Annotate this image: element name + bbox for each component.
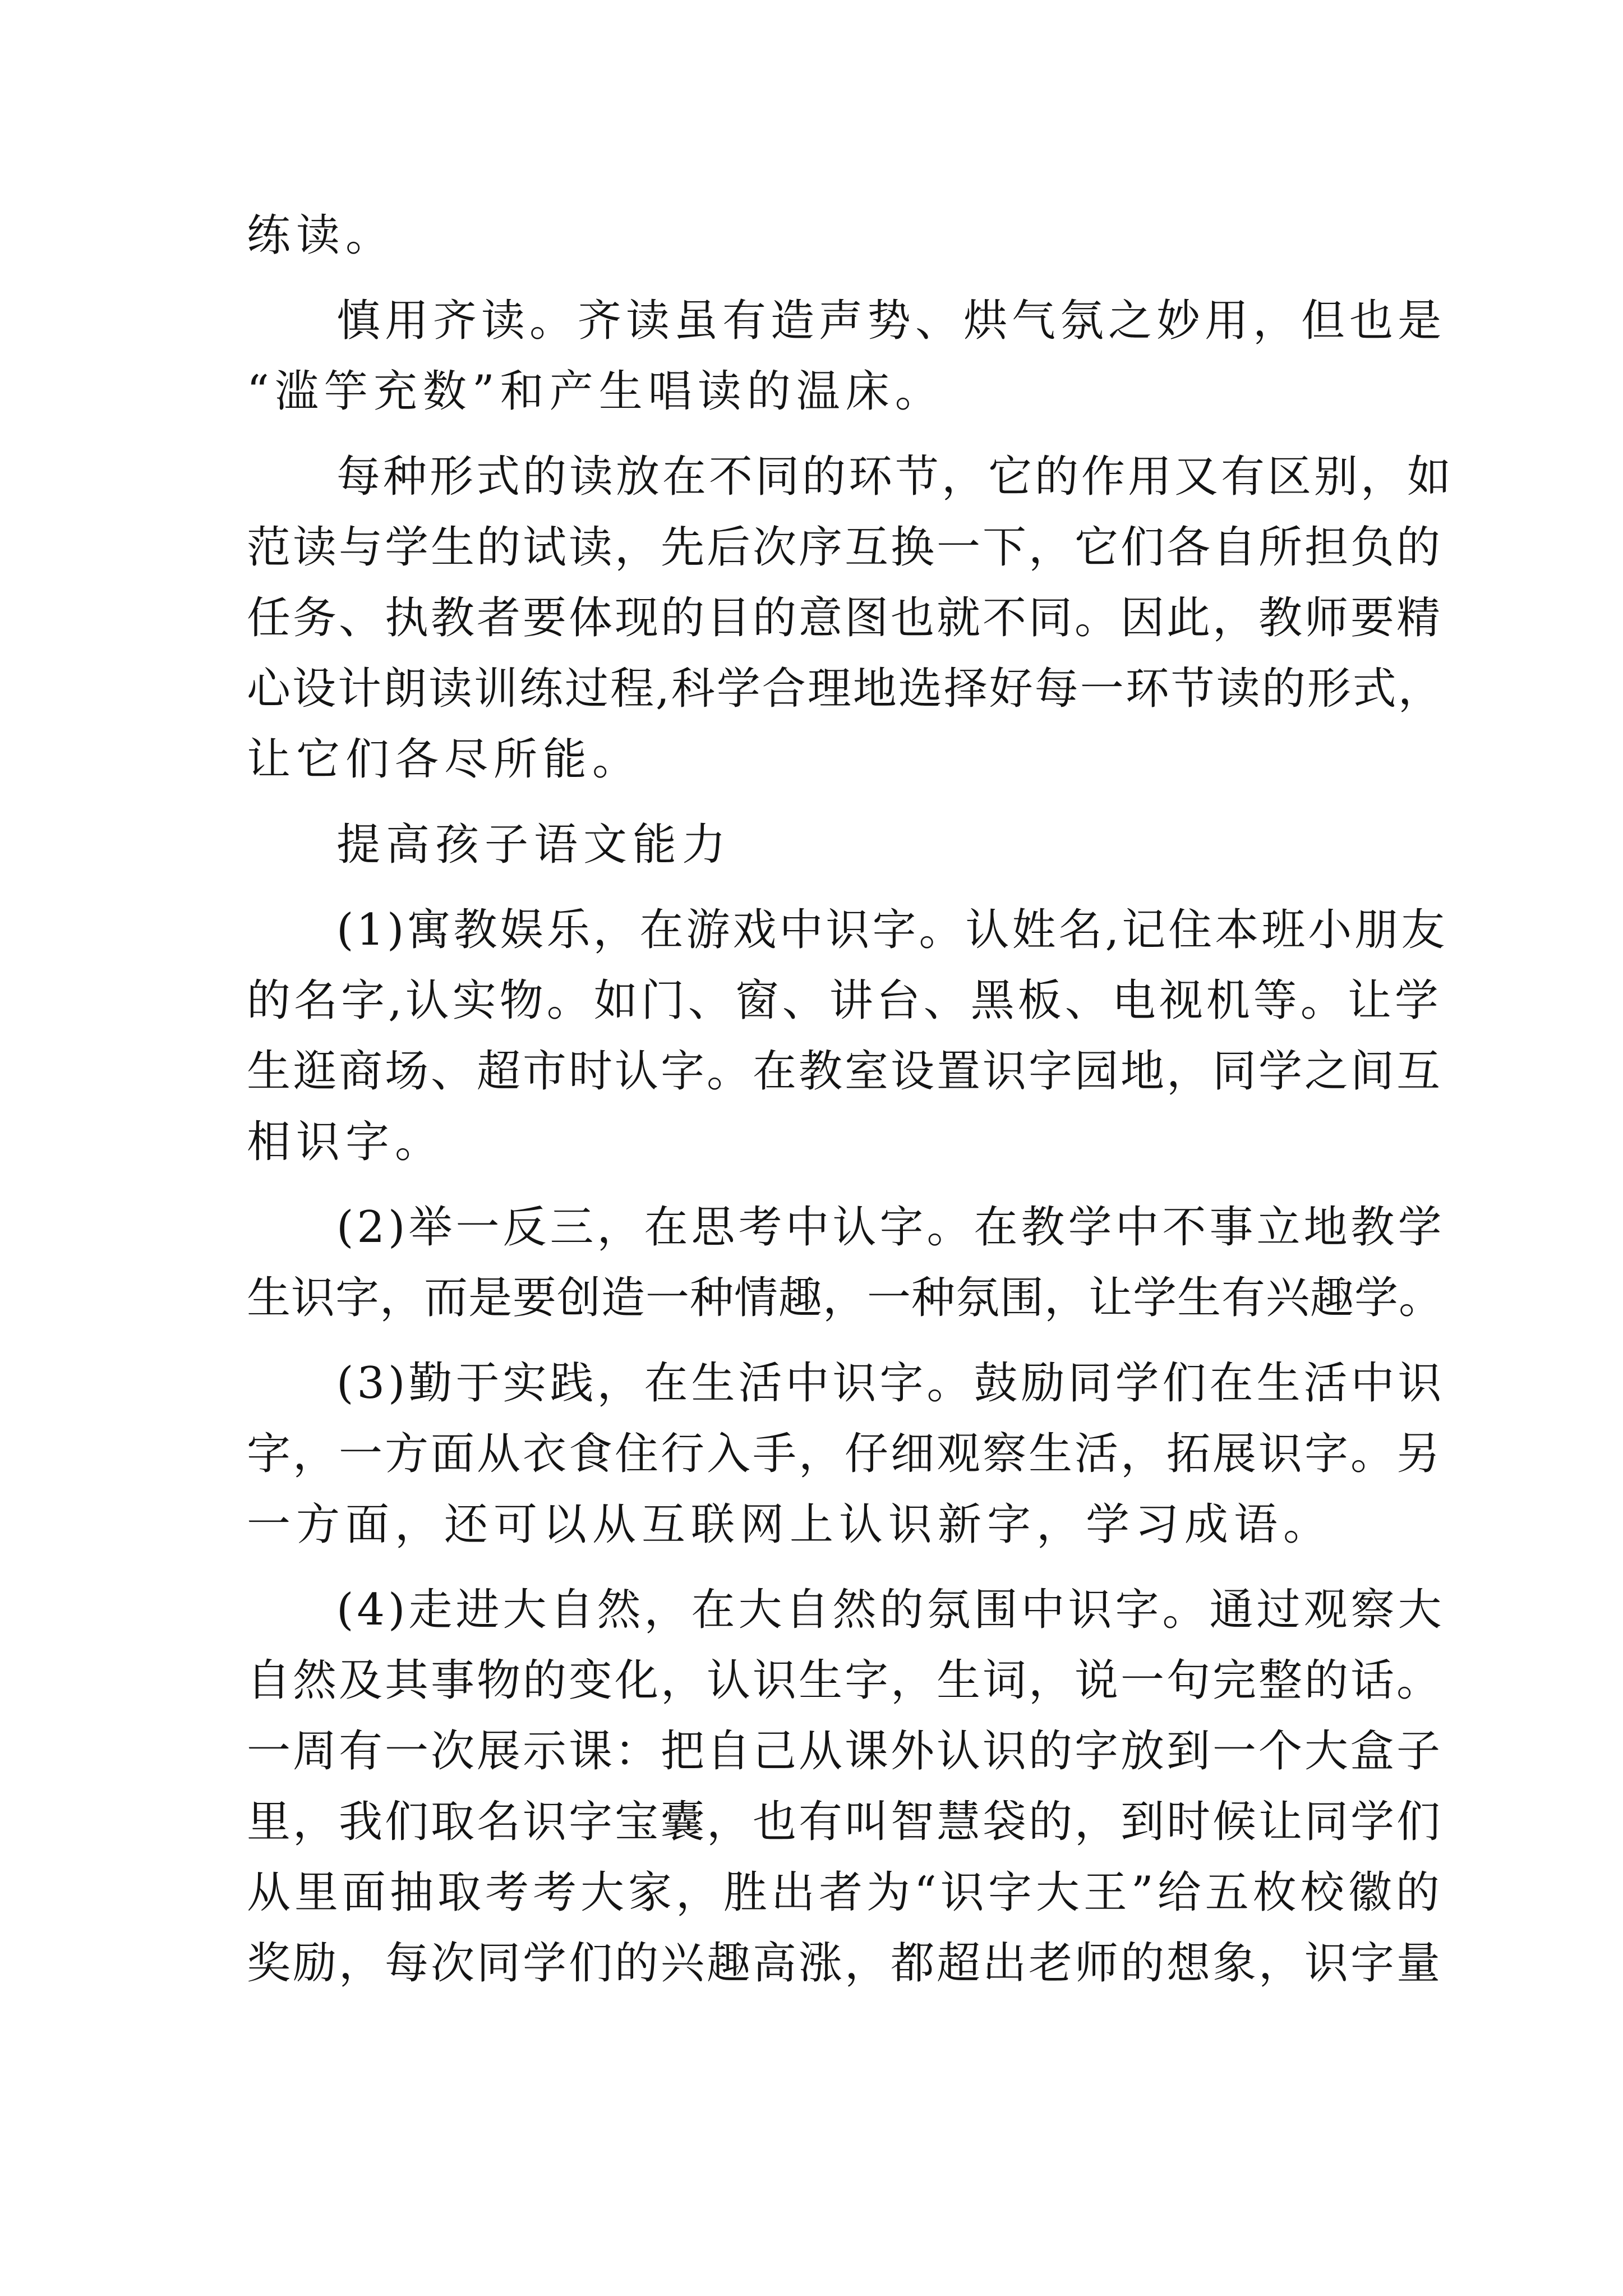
text-line: 里，我们取名识字宝囊，也有叫智慧袋的，到时候让同学们 xyxy=(247,1797,1443,1847)
text-line: 一方面，还可以从互联网上认识新字，学习成语。 xyxy=(247,1499,1333,1550)
paragraph-start-line: (3)勤于实践，在生活中识字。鼓励同学们在生活中识 xyxy=(336,1358,1445,1409)
paragraph-start-line: (1)寓教娱乐，在游戏中识字。认姓名,记住本班小朋友 xyxy=(336,905,1448,955)
text-line: 让它们各尽所能。 xyxy=(247,734,642,785)
text-line: 任务、执教者要体现的目的意图也就不同。因此，教师要精 xyxy=(247,593,1443,643)
text-line: 的名字,认实物。如门、窗、讲台、黑板、电视机等。让学 xyxy=(247,976,1442,1026)
paragraph-start-line: (4)走进大自然，在大自然的氛围中识字。通过观察大 xyxy=(336,1585,1445,1635)
text-line: 一周有一次展示课：把自己从课外认识的字放到一个大盒子 xyxy=(247,1726,1443,1777)
paragraph-start-line: (2)举一反三，在思考中认字。在教学中不事立地教学 xyxy=(336,1202,1445,1253)
text-line: 范读与学生的试读，先后次序互换一下，它们各自所担负的 xyxy=(247,522,1443,573)
text-line: 练读。 xyxy=(247,210,395,261)
text-line: 奖励，每次同学们的兴趣高涨，都超出老师的想象，识字量 xyxy=(247,1938,1443,1989)
text-line: 从里面抽取考考大家，胜出者为“识字大王”给五枚校徽的 xyxy=(247,1867,1444,1918)
text-line: 心设计朗读训练过程,科学合理地选择好每一环节读的形式， xyxy=(247,664,1444,714)
paragraph-start-line: 每种形式的读放在不同的环节，它的作用又有区别，如 xyxy=(336,452,1454,502)
text-line: 相识字。 xyxy=(247,1117,445,1167)
text-line: 自然及其事物的变化，认识生字，生词，说一句完整的话。 xyxy=(247,1655,1443,1706)
text-line: 生识字，而是要创造一种情趣，一种氛围，让学生有兴趣学。 xyxy=(247,1273,1444,1323)
paragraph-start-line: 慎用齐读。齐读虽有造声势、烘气氛之妙用，但也是 xyxy=(336,296,1446,346)
text-line: 字，一方面从衣食住行入手，仔细观察生活，拓展识字。另 xyxy=(247,1429,1443,1479)
text-line: “滥竽充数”和产生唱读的温床。 xyxy=(247,366,944,417)
text-line: 生逛商场、超市时认字。在教室设置识字园地，同学之间互 xyxy=(247,1046,1443,1097)
section-heading: 提高孩子语文能力 xyxy=(336,820,732,870)
